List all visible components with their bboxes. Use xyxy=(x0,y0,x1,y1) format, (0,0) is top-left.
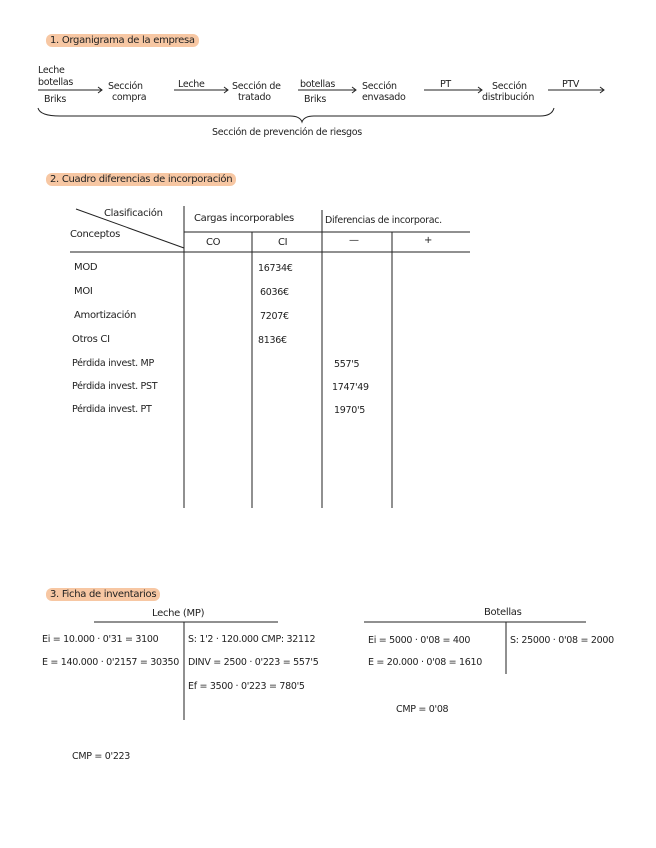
section-compra-label-2: compra xyxy=(112,92,147,103)
section-tratado-label-1: Sección de xyxy=(232,81,281,92)
leche-ei: Ei = 10.000 · 0'31 = 3100 xyxy=(42,634,159,645)
row-minus-value: 1970'5 xyxy=(334,405,366,416)
row-ci-value: 7207€ xyxy=(260,311,289,322)
row-ci-value: 16734€ xyxy=(258,263,293,274)
header-co: CO xyxy=(206,237,221,248)
corner-clasificacion: Clasificación xyxy=(104,208,163,219)
row-concept: Amortización xyxy=(74,310,137,321)
row-concept: Otros CI xyxy=(72,334,110,345)
corner-conceptos: Conceptos xyxy=(70,229,120,240)
row-ci-value: 8136€ xyxy=(258,335,287,346)
input-briks-label: Briks xyxy=(44,94,67,105)
row-concept: Pérdida invest. PT xyxy=(72,404,152,415)
row-minus-value: 557'5 xyxy=(334,359,360,370)
header-diferencias: Diferencias de incorporac. xyxy=(325,215,442,226)
arrow-botellas-label: botellas xyxy=(300,79,336,90)
leche-cmp: CMP = 0'223 xyxy=(72,751,131,762)
section-compra-label-1: Sección xyxy=(108,81,143,92)
botellas-e: E = 20.000 · 0'08 = 1610 xyxy=(368,657,483,668)
section-3-heading: 3. Ficha de inventarios xyxy=(46,588,160,601)
botellas-ei: Ei = 5000 · 0'08 = 400 xyxy=(368,635,471,646)
row-minus-value: 1747'49 xyxy=(332,382,369,393)
row-ci-value: 6036€ xyxy=(260,287,289,298)
leche-e: E = 140.000 · 0'2157 = 30350 xyxy=(42,657,179,668)
section-envasado-label-2: envasado xyxy=(362,92,406,103)
arrow-ptv-label: PTV xyxy=(562,79,580,90)
header-cargas: Cargas incorporables xyxy=(194,213,294,224)
leche-dinv: DINV = 2500 · 0'223 = 557'5 xyxy=(188,657,319,668)
prevencion-label: Sección de prevención de riesgos xyxy=(212,127,362,138)
leche-title: Leche (MP) xyxy=(152,608,205,619)
header-plus: + xyxy=(424,235,433,246)
header-minus: — xyxy=(349,235,359,246)
section-tratado-label-2: tratado xyxy=(238,92,271,103)
leche-s: S: 1'2 · 120.000 CMP: 32112 xyxy=(188,634,316,645)
row-concept: Pérdida invest. MP xyxy=(72,358,154,369)
row-concept: MOD xyxy=(74,262,98,273)
botellas-title: Botellas xyxy=(484,607,522,618)
section-1-heading: 1. Organigrama de la empresa xyxy=(46,34,199,47)
section-2-heading: 2. Cuadro diferencias de incorporación xyxy=(46,173,236,186)
leche-ef: Ef = 3500 · 0'223 = 780'5 xyxy=(188,681,305,692)
botellas-cmp: CMP = 0'08 xyxy=(396,704,449,715)
row-concept: MOI xyxy=(74,286,93,297)
arrow-briks-label: Briks xyxy=(304,94,327,105)
section-envasado-label-1: Sección xyxy=(362,81,397,92)
input-leche-label: Leche xyxy=(38,65,65,76)
botellas-s: S: 25000 · 0'08 = 2000 xyxy=(510,635,614,646)
row-concept: Pérdida invest. PST xyxy=(72,381,158,392)
arrow-pt-label: PT xyxy=(440,79,451,90)
input-botellas-label: botellas xyxy=(38,77,74,88)
header-ci: CI xyxy=(278,237,288,248)
arrow-leche-label: Leche xyxy=(178,79,205,90)
section-distribucion-label-1: Sección xyxy=(492,81,527,92)
section-distribucion-label-2: distribución xyxy=(482,92,535,103)
